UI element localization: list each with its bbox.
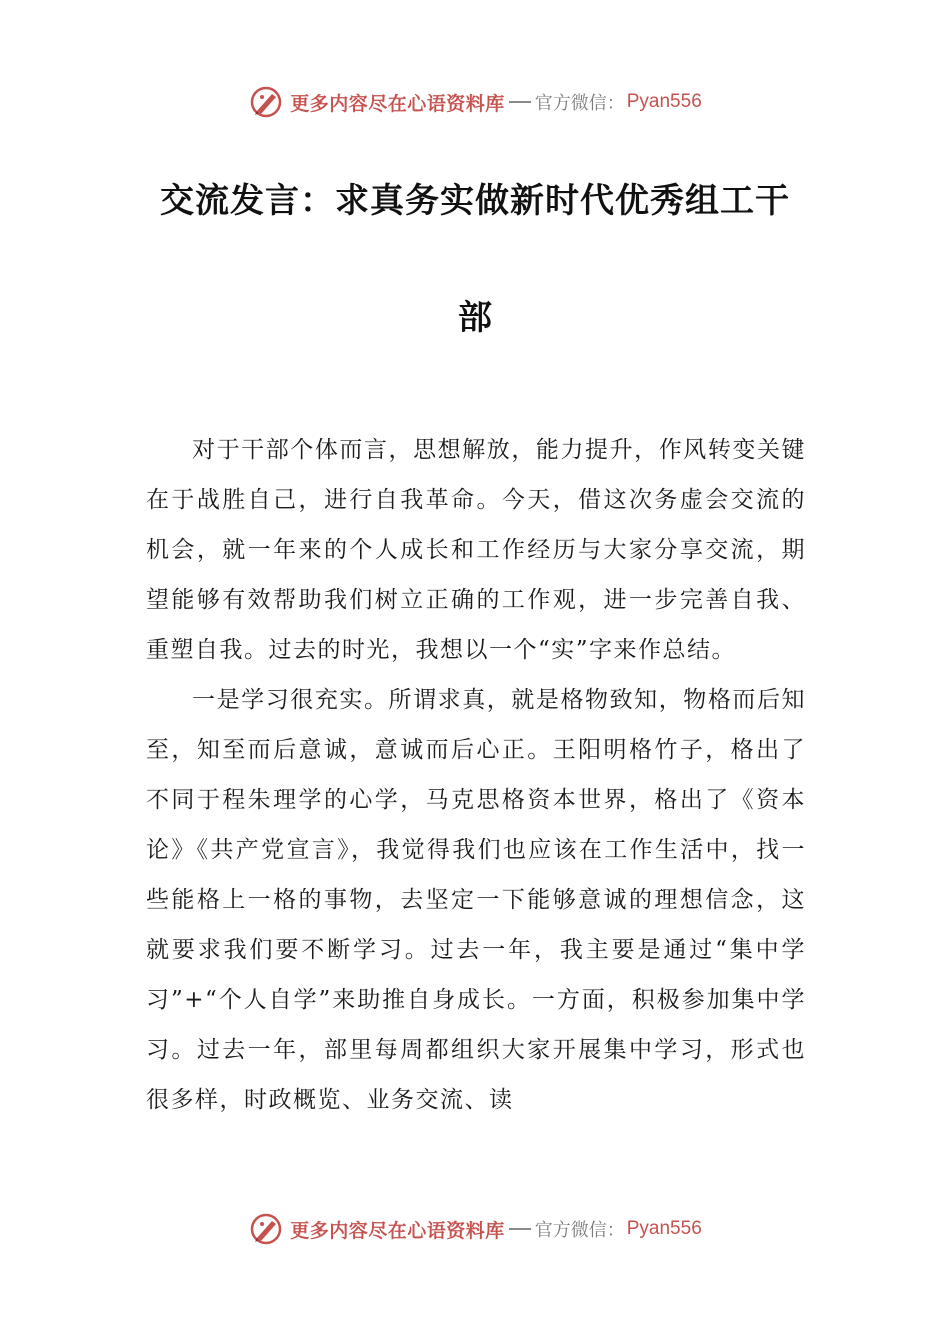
watermark-wechat-id: Pyan556 — [626, 1218, 702, 1239]
document-body — [146, 425, 806, 1125]
watermark-wechat-label: 官方微信： — [534, 1220, 625, 1241]
watermark-dash — [509, 101, 531, 103]
watermark-banner-top — [0, 82, 950, 122]
watermark-brand-text: 更多内容尽在心语资料库 — [290, 92, 505, 115]
document-title-line-2: 部 — [458, 298, 492, 338]
watermark-wechat-id: Pyan556 — [626, 91, 702, 112]
watermark-banner-bottom — [0, 1209, 950, 1249]
pen-logo-icon — [248, 84, 284, 120]
paragraph-1: 对于干部个体而言，思想解放，能力提升，作风转变关键在于战胜自己，进行自我革命。今天，借这次务虚会交流的机会，就一年来的个人成长和工作经历与大家分享交流，期望能够有效帮助我们树立正确的工作观，进一步完善自我、重塑自我。过去的时光，我想以一个“实”字来作总结。 — [146, 437, 806, 663]
watermark-brand-text: 更多内容尽在心语资料库 — [290, 1219, 505, 1242]
watermark-dash — [509, 1228, 531, 1230]
document-title-line-1: 交流发言：求真务实做新时代优秀组工干 — [160, 181, 790, 221]
watermark-wechat-label: 官方微信： — [534, 93, 625, 114]
paragraph-2: 一是学习很充实。所谓求真，就是格物致知，物格而后知至，知至而后意诚，意诚而后心正。王阳明格竹子，格出了不同于程朱理学的心学，马克思格资本世界，格出了《资本论》《共产党宣言》，我觉得我们也应该在工作生活中，找一些能格上一格的事物，去坚定一下能够意诚的理想信念，这就要求我们要不断学习。过去一年，我主要是通过“集中学习”+“个人自学”来助推自身成长。一方面，积极参加集中学习。过去一年，部里每周都组织大家开展集中学习，形式也很多样，时政概览、业务交流、读 — [146, 687, 806, 1113]
pen-logo-icon — [248, 1211, 284, 1247]
